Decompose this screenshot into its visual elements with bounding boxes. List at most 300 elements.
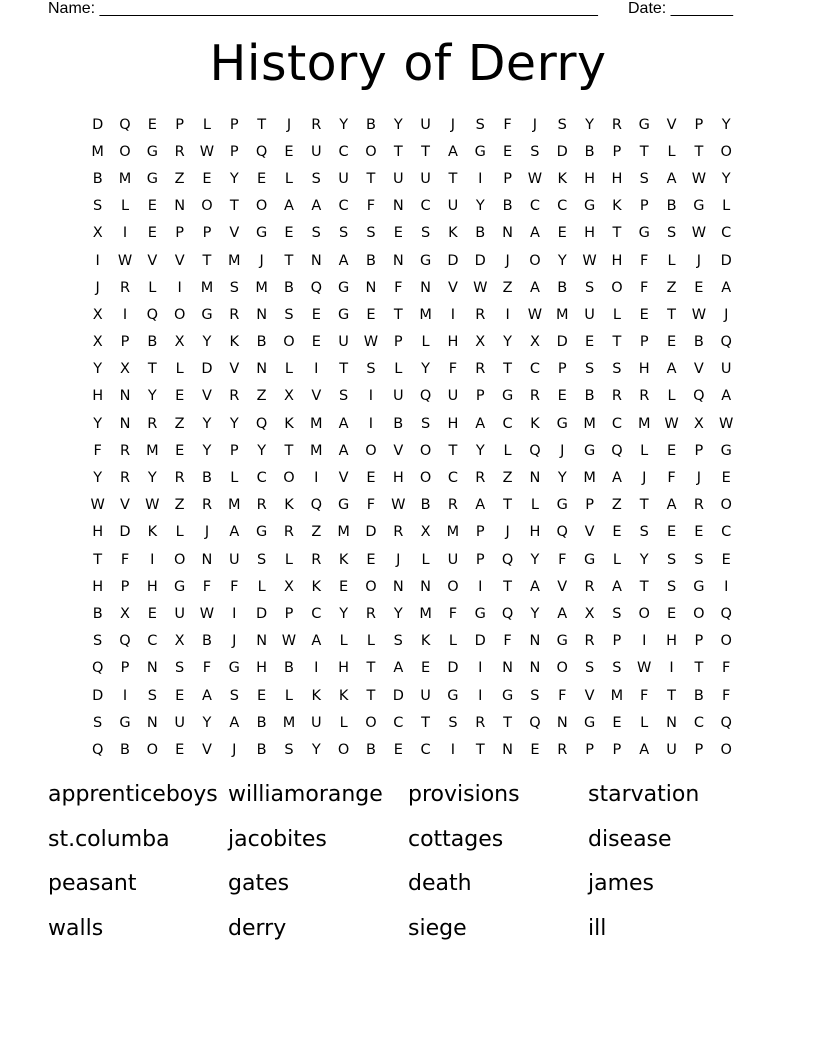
grid-letter: V (174, 252, 185, 269)
grid-letter: Y (257, 442, 267, 459)
grid-letter: G (474, 143, 486, 160)
grid-letter: E (557, 388, 567, 405)
grid-letter: O (201, 198, 213, 215)
grid-letter: X (92, 225, 103, 242)
grid-letter: N (256, 633, 268, 650)
grid-letter: S (694, 551, 704, 568)
grid-letter: V (120, 497, 130, 514)
grid-letter: E (393, 741, 403, 758)
grid-letter: J (642, 470, 647, 487)
grid-letter: Y (229, 170, 239, 187)
grid-letter: F (120, 551, 130, 568)
grid-letter: L (612, 551, 621, 568)
grid-letter: V (229, 361, 240, 378)
grid-letter: E (721, 551, 731, 568)
grid-letter: P (503, 170, 512, 187)
grid-letter: R (201, 497, 213, 514)
grid-letter: P (694, 633, 704, 650)
grid-letter: R (365, 605, 376, 622)
grid-letter: E (284, 225, 294, 242)
grid-letter: U (420, 116, 431, 133)
grid-letter: T (503, 714, 513, 731)
grid-letter: B (584, 143, 595, 160)
grid-letter: Q (310, 279, 322, 296)
grid-letter: Y (585, 116, 594, 133)
grid-row (84, 546, 740, 573)
grid-letter: H (92, 388, 104, 405)
grid-letter: M (637, 415, 651, 432)
grid-letter: Z (174, 415, 185, 432)
grid-letter: E (257, 687, 267, 704)
grid-letter: T (366, 687, 376, 704)
grid-letter: Y (93, 470, 103, 487)
grid-letter: Y (311, 741, 321, 758)
grid-letter: A (721, 388, 732, 405)
grid-letter: S (475, 116, 485, 133)
grid-letter: S (229, 687, 239, 704)
grid-letter: P (393, 334, 403, 351)
grid-letter: L (667, 388, 676, 405)
grid-letter: O (720, 143, 732, 160)
grid-letter: G (556, 415, 568, 432)
grid-letter: M (310, 415, 323, 432)
grid-letter: E (284, 143, 294, 160)
grid-letter: L (284, 551, 293, 568)
grid-letter: T (284, 442, 294, 459)
grid-letter: E (147, 116, 157, 133)
grid-letter: G (474, 605, 486, 622)
grid-letter: N (119, 388, 131, 405)
grid-letter: H (447, 334, 459, 351)
grid-row (84, 628, 740, 655)
grid-letter: A (639, 741, 650, 758)
grid-letter: A (229, 714, 240, 731)
grid-letter: T (639, 143, 649, 160)
grid-letter: T (639, 497, 649, 514)
grid-letter: F (394, 279, 403, 296)
grid-letter: U (392, 170, 404, 187)
grid-letter: I (177, 279, 182, 296)
grid-letter: B (256, 741, 267, 758)
grid-letter: O (365, 143, 377, 160)
grid-letter: V (311, 388, 322, 405)
grid-letter: Z (311, 524, 322, 541)
grid-letter: I (669, 660, 674, 677)
grid-letter: U (310, 714, 322, 731)
grid-letter: C (447, 470, 458, 487)
grid-letter: F (202, 660, 212, 677)
grid-letter: Q (501, 551, 514, 568)
grid-letter: L (175, 524, 184, 541)
grid-letter: H (611, 252, 623, 269)
grid-letter: V (447, 279, 458, 296)
grid-letter: B (666, 198, 677, 215)
grid-letter: H (256, 660, 268, 677)
grid-letter: L (284, 361, 293, 378)
grid-letter: F (448, 361, 458, 378)
grid-letter: X (420, 524, 431, 541)
grid-letter: B (120, 741, 130, 758)
grid-letter: E (584, 334, 595, 351)
grid-letter: X (120, 361, 130, 378)
word-list-item: williamorange (228, 782, 383, 807)
grid-letter: S (147, 687, 157, 704)
grid-letter: B (92, 605, 103, 622)
letter-grid (84, 111, 740, 764)
word-list-item: walls (48, 916, 104, 942)
grid-row (84, 519, 740, 546)
grid-letter: N (174, 198, 186, 215)
grid-letter: N (502, 660, 514, 677)
grid-letter: A (229, 524, 240, 541)
grid-letter: A (475, 497, 486, 514)
grid-letter: C (721, 225, 732, 242)
grid-letter: I (314, 361, 319, 378)
grid-letter: P (202, 225, 212, 242)
grid-letter: G (556, 633, 568, 650)
grid-letter: Y (147, 470, 157, 487)
grid-letter: I (478, 578, 483, 595)
grid-letter: H (447, 415, 459, 432)
grid-letter: W (691, 306, 707, 323)
grid-letter: K (338, 551, 349, 568)
grid-letter: H (338, 660, 350, 677)
grid-letter: G (501, 388, 514, 405)
grid-letter: T (448, 170, 458, 187)
grid-letter: L (284, 170, 293, 187)
grid-letter: A (311, 633, 322, 650)
grid-letter: B (693, 687, 704, 704)
grid-letter: I (314, 660, 319, 677)
word-list-item: starvation (588, 782, 700, 807)
grid-letter: C (611, 415, 622, 432)
grid-letter: C (147, 633, 158, 650)
grid-row (84, 111, 740, 138)
grid-letter: W (527, 306, 543, 323)
grid-letter: S (284, 741, 294, 758)
grid-letter: A (529, 279, 540, 296)
grid-letter: R (475, 714, 486, 731)
grid-letter: I (368, 415, 374, 432)
grid-letter: Y (339, 605, 349, 622)
grid-letter: L (148, 279, 157, 296)
grid-letter: A (666, 170, 677, 187)
grid-letter: N (365, 279, 377, 296)
grid-letter: R (475, 306, 486, 323)
grid-letter: L (257, 578, 266, 595)
grid-letter: W (691, 170, 707, 187)
grid-letter: B (256, 714, 267, 731)
grid-row (84, 356, 740, 383)
grid-letter: P (639, 334, 649, 351)
grid-letter: O (720, 741, 732, 758)
grid-letter: Z (666, 279, 677, 296)
grid-letter: T (448, 442, 458, 459)
date-field: Date: _______ (628, 0, 733, 17)
grid-letter: T (503, 497, 513, 514)
grid-letter: P (284, 605, 294, 622)
grid-letter: X (174, 334, 185, 351)
grid-letter: R (693, 497, 704, 514)
grid-letter: G (256, 524, 268, 541)
grid-letter: N (529, 633, 541, 650)
grid-letter: R (119, 279, 131, 296)
grid-letter: T (93, 551, 103, 568)
grid-letter: V (557, 578, 568, 595)
grid-letter: B (283, 660, 294, 677)
word-list-item: peasant (48, 871, 137, 897)
grid-letter: G (583, 442, 596, 459)
grid-letter: M (419, 605, 432, 622)
grid-letter: Y (721, 116, 731, 133)
grid-letter: W (691, 225, 707, 242)
grid-letter: O (365, 442, 377, 459)
grid-row (84, 247, 740, 274)
grid-letter: I (122, 306, 128, 323)
grid-letter: C (311, 605, 322, 622)
grid-letter: T (503, 361, 513, 378)
grid-letter: R (174, 143, 185, 160)
grid-letter: Y (557, 470, 567, 487)
grid-letter: T (667, 687, 676, 704)
grid-letter: S (311, 225, 321, 242)
grid-row (84, 274, 740, 301)
grid-letter: Y (93, 361, 103, 378)
grid-letter: E (530, 741, 540, 758)
grid-letter: E (721, 470, 731, 487)
grid-letter: L (120, 198, 130, 215)
grid-letter: G (337, 497, 350, 514)
grid-letter: N (256, 361, 268, 378)
grid-letter: B (393, 415, 404, 432)
grid-letter: G (583, 198, 596, 215)
grid-letter: C (721, 524, 732, 541)
grid-letter: T (257, 116, 267, 133)
grid-letter: W (582, 252, 597, 269)
grid-letter: K (147, 524, 158, 541)
grid-letter: R (229, 306, 240, 323)
grid-letter: S (257, 551, 267, 568)
grid-letter: Y (202, 334, 212, 351)
grid-letter: T (366, 660, 376, 677)
grid-letter: Z (502, 279, 513, 296)
grid-letter: F (503, 633, 512, 650)
grid-letter: E (694, 279, 704, 296)
grid-letter: V (584, 687, 595, 704)
grid-letter: O (255, 198, 268, 215)
grid-letter: H (666, 633, 677, 650)
grid-letter: L (612, 306, 621, 323)
grid-letter: P (612, 741, 622, 758)
grid-letter: Q (720, 334, 732, 351)
grid-letter: J (259, 252, 264, 269)
grid-letter: S (530, 687, 540, 704)
grid-letter: K (448, 225, 458, 242)
grid-letter: R (529, 388, 540, 405)
grid-row (84, 600, 740, 627)
grid-letter: G (228, 660, 240, 677)
grid-letter: R (447, 497, 458, 514)
grid-letter: H (584, 225, 596, 242)
grid-letter: Y (530, 551, 540, 568)
grid-letter: M (337, 524, 350, 541)
grid-letter: I (505, 306, 510, 323)
word-list-item: apprenticeboys (48, 782, 218, 807)
grid-letter: S (666, 551, 677, 568)
grid-letter: L (339, 633, 348, 650)
grid-letter: G (556, 497, 568, 514)
grid-letter: I (478, 170, 483, 187)
grid-letter: U (392, 388, 404, 405)
grid-letter: G (638, 116, 650, 133)
grid-letter: I (122, 687, 128, 704)
grid-letter: S (530, 143, 540, 160)
grid-letter: S (284, 306, 294, 323)
grid-letter: T (366, 170, 376, 187)
grid-letter: D (556, 143, 568, 160)
grid-letter: S (93, 198, 103, 215)
grid-letter: C (338, 143, 349, 160)
grid-letter: S (420, 415, 431, 432)
grid-letter: J (396, 551, 401, 568)
grid-letter: W (473, 279, 488, 296)
grid-letter: B (420, 497, 431, 514)
grid-letter: E (175, 442, 185, 459)
grid-letter: M (228, 497, 241, 514)
grid-letter: C (420, 741, 431, 758)
grid-letter: H (584, 170, 596, 187)
grid-letter: N (529, 660, 541, 677)
grid-letter: L (366, 633, 375, 650)
grid-letter: O (556, 660, 568, 677)
grid-letter: T (202, 252, 212, 269)
grid-letter: H (92, 524, 104, 541)
grid-letter: D (447, 660, 459, 677)
grid-letter: Y (393, 605, 403, 622)
grid-letter: U (174, 605, 185, 622)
grid-letter: I (122, 225, 128, 242)
grid-letter: B (365, 116, 376, 133)
grid-letter: E (366, 306, 376, 323)
grid-letter: Y (639, 551, 649, 568)
grid-letter: A (611, 578, 622, 595)
grid-letter: R (611, 388, 622, 405)
grid-letter: D (392, 687, 404, 704)
grid-letter: G (419, 252, 432, 269)
grid-letter: P (229, 442, 239, 459)
grid-row (84, 220, 740, 247)
grid-letter: W (117, 252, 133, 269)
grid-letter: C (256, 470, 267, 487)
grid-letter: S (93, 714, 103, 731)
grid-letter: G (337, 279, 350, 296)
grid-letter: G (447, 687, 459, 704)
grid-letter: O (173, 551, 186, 568)
grid-letter: S (666, 225, 677, 242)
grid-letter: F (93, 442, 102, 459)
grid-letter: O (447, 578, 459, 595)
grid-letter: S (612, 361, 622, 378)
grid-letter: E (311, 334, 321, 351)
grid-letter: T (639, 578, 649, 595)
grid-letter: D (119, 524, 131, 541)
grid-row (84, 655, 740, 682)
grid-row (84, 464, 740, 491)
grid-letter: G (501, 687, 514, 704)
grid-letter: M (91, 143, 104, 160)
grid-letter: Y (557, 252, 567, 269)
grid-letter: E (666, 524, 677, 541)
grid-letter: E (366, 551, 376, 568)
grid-letter: W (719, 415, 734, 432)
grid-letter: X (92, 306, 103, 323)
grid-letter: G (638, 225, 650, 242)
grid-letter: R (229, 388, 240, 405)
grid-letter: F (366, 198, 376, 215)
grid-letter: N (392, 198, 404, 215)
grid-letter: E (639, 306, 649, 323)
grid-letter: B (202, 470, 212, 487)
grid-letter: J (286, 116, 292, 133)
grid-letter: S (311, 170, 321, 187)
grid-letter: U (310, 143, 322, 160)
grid-letter: J (505, 252, 510, 269)
grid-letter: O (611, 279, 623, 296)
grid-letter: E (175, 388, 185, 405)
grid-row (84, 165, 740, 192)
grid-letter: D (92, 687, 104, 704)
grid-letter: E (666, 334, 677, 351)
grid-letter: G (720, 442, 732, 459)
grid-letter: J (532, 116, 538, 133)
grid-letter: Q (720, 714, 732, 731)
grid-letter: O (365, 714, 377, 731)
grid-letter: M (282, 714, 296, 731)
grid-letter: S (175, 660, 185, 677)
grid-letter: R (174, 470, 185, 487)
grid-letter: S (366, 225, 376, 242)
grid-letter: A (475, 415, 486, 432)
grid-letter: H (611, 170, 623, 187)
grid-letter: P (612, 143, 622, 160)
word-list-item: cottages (408, 826, 504, 852)
grid-letter: S (584, 361, 595, 378)
grid-letter: Y (475, 442, 485, 459)
grid-letter: P (694, 442, 704, 459)
grid-letter: U (420, 170, 431, 187)
grid-letter: O (720, 497, 732, 514)
grid-letter: T (612, 225, 622, 242)
grid-letter: E (421, 660, 431, 677)
grid-letter: L (640, 442, 649, 459)
grid-letter: L (667, 143, 676, 160)
grid-letter: E (612, 714, 622, 731)
grid-letter: K (311, 578, 322, 595)
grid-letter: I (724, 578, 729, 595)
grid-letter: T (147, 361, 157, 378)
name-field: Name: ________________________________________________________ (48, 0, 598, 17)
grid-letter: M (200, 279, 214, 296)
grid-letter: C (502, 415, 513, 432)
word-list-item: gates (228, 871, 290, 897)
grid-letter: P (120, 578, 130, 595)
grid-letter: V (202, 741, 212, 758)
grid-letter: F (448, 605, 458, 622)
grid-letter: N (529, 470, 541, 487)
grid-letter: U (174, 714, 185, 731)
grid-letter: M (419, 306, 432, 323)
grid-letter: F (202, 578, 212, 595)
